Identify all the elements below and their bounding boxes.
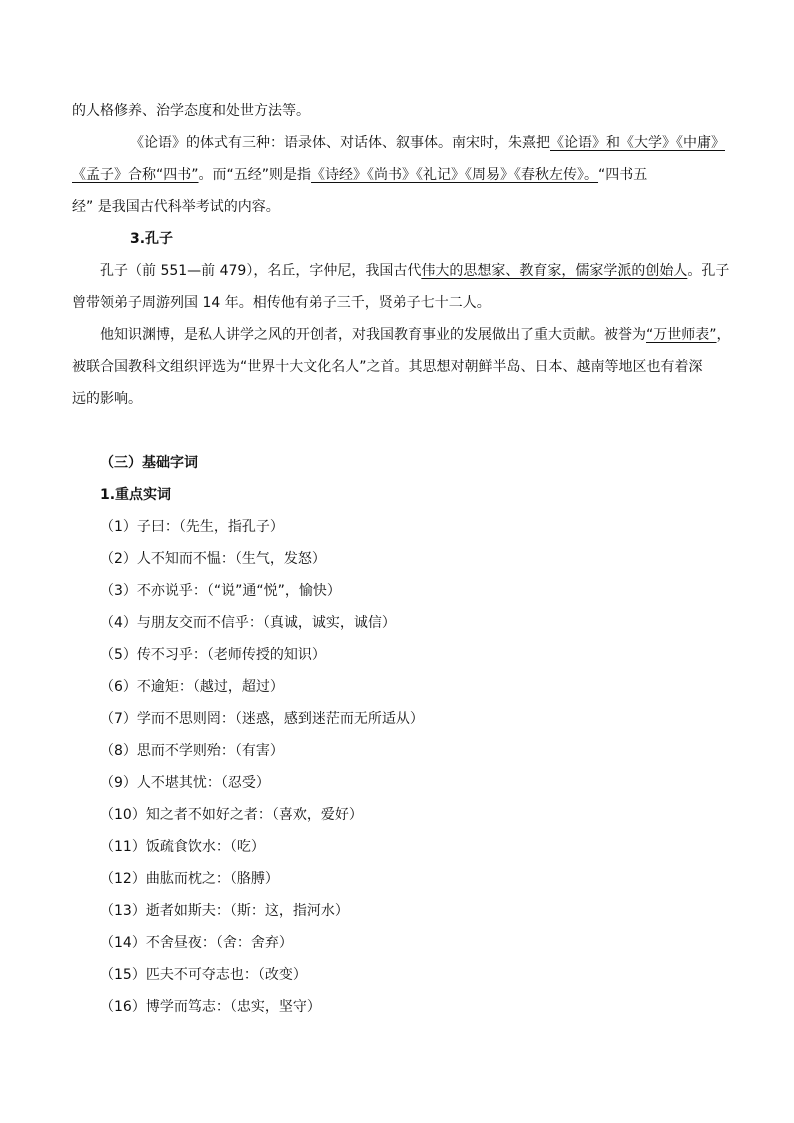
- vocab-item: [100, 965, 307, 985]
- vocab-text: （14）不舍昼夜：（舍：舍弃）: [100, 935, 293, 951]
- vocab-text: （5）传不习乎：（老师传授的知识）: [100, 647, 326, 663]
- text-span: 经” 是我国古代科举考试的内容。: [72, 199, 280, 215]
- confucius-paragraph2-line-3: [72, 389, 142, 409]
- vocab-item: [100, 677, 284, 697]
- vocab-item: [100, 901, 349, 921]
- section-title-text: （三）基础字词: [100, 455, 198, 471]
- vocab-item: [100, 549, 326, 569]
- vocab-item: [100, 837, 265, 857]
- confucius-paragraph2-line-2: [72, 357, 703, 377]
- vocab-text: （1）子曰：（先生，指孔子）: [100, 519, 284, 535]
- section-title-basics: [100, 453, 198, 473]
- underlined-text: 伟大的思想家、教育家，儒家学派的创始人: [421, 263, 688, 279]
- confucius-paragraph2-line-1: [100, 325, 731, 345]
- subheading-key-words: [100, 485, 171, 505]
- heading-text: 3.孔子: [130, 231, 174, 247]
- analects-paragraph-line-3: [72, 197, 280, 217]
- vocab-text: （15）匹夫不可夺志也：（改变）: [100, 967, 307, 983]
- vocab-text: （16）博学而笃志：（忠实，坚守）: [100, 999, 321, 1015]
- vocab-item: [100, 997, 321, 1017]
- text-span: 的人格修养、治学态度和处世方法等。: [72, 103, 310, 119]
- text-span: 他知识渊博，是私人讲学之风的开创者，对我国教育事业的发展做出了重大贡献。被誉为: [100, 327, 646, 343]
- vocab-text: （13）逝者如斯夫：（斯：这，指河水）: [100, 903, 349, 919]
- section-heading-confucius: [130, 229, 173, 249]
- text-span: 。孔子: [687, 263, 730, 279]
- intro-text-line: [72, 101, 310, 121]
- vocab-item: [100, 709, 424, 729]
- vocab-item: [100, 869, 279, 889]
- vocab-text: （8）思而不学则殆：（有害）: [100, 743, 284, 759]
- vocab-text: （9）人不堪其忧：（忍受）: [100, 775, 270, 791]
- vocab-text: （4）与朋友交而不信乎：（真诚，诚实，诚信）: [100, 615, 396, 631]
- vocab-text: （10）知之者不如好之者：（喜欢，爱好）: [100, 807, 363, 823]
- text-span: 《论语》的体式有三种：语录体、对话体、叙事体。南宋时，朱熹把: [130, 135, 550, 151]
- underlined-text: 《孟子》合称“四书”: [72, 167, 199, 183]
- confucius-paragraph-line-1: [100, 261, 729, 281]
- vocab-text: （12）曲肱而枕之：（胳膊）: [100, 871, 279, 887]
- vocab-item: [100, 581, 341, 601]
- vocab-item: [100, 645, 326, 665]
- vocab-item: [100, 517, 284, 537]
- vocab-item: [100, 773, 270, 793]
- underlined-text: 《诗经》《尚书》《礼记》《周易》《春秋左传》。: [311, 167, 599, 183]
- text-span: 。而“五经”则是指: [198, 167, 312, 183]
- text-span: “四书五: [598, 167, 648, 183]
- text-span: ，: [716, 327, 731, 343]
- text-span: 孔子（前 551—前 479），名丘，字仲尼，我国古代: [100, 263, 422, 279]
- confucius-paragraph-line-2: [72, 293, 491, 313]
- text-span: 曾带领弟子周游列国 14 年。相传他有弟子三千，贤弟子七十二人。: [72, 295, 491, 311]
- vocab-text: （6）不逾矩：（越过，超过）: [100, 679, 284, 695]
- vocab-item: [100, 613, 396, 633]
- underlined-text: 《论语》和《大学》《中庸》: [550, 135, 725, 151]
- vocab-text: （2）人不知而不愠：（生气，发怒）: [100, 551, 326, 567]
- underlined-text: “万世师表”: [646, 327, 717, 343]
- vocab-text: （11）饭疏食饮水：（吃）: [100, 839, 265, 855]
- vocab-text: （3）不亦说乎：（“说”通“悦”，愉快）: [100, 583, 341, 599]
- text-span: 远的影响。: [72, 391, 142, 407]
- analects-paragraph-line-2: [72, 165, 647, 185]
- analects-paragraph-line-1: [130, 133, 725, 153]
- vocab-item: [100, 805, 363, 825]
- vocab-item: [100, 933, 293, 953]
- vocab-text: （7）学而不思则罔：（迷惑，感到迷茫而无所适从）: [100, 711, 424, 727]
- vocab-item: [100, 741, 284, 761]
- subheading-text: 1.重点实词: [100, 487, 172, 503]
- text-span: 被联合国教科文组织评选为“世界十大文化名人”之首。其思想对朝鲜半岛、日本、越南等地区也有着深: [72, 359, 703, 375]
